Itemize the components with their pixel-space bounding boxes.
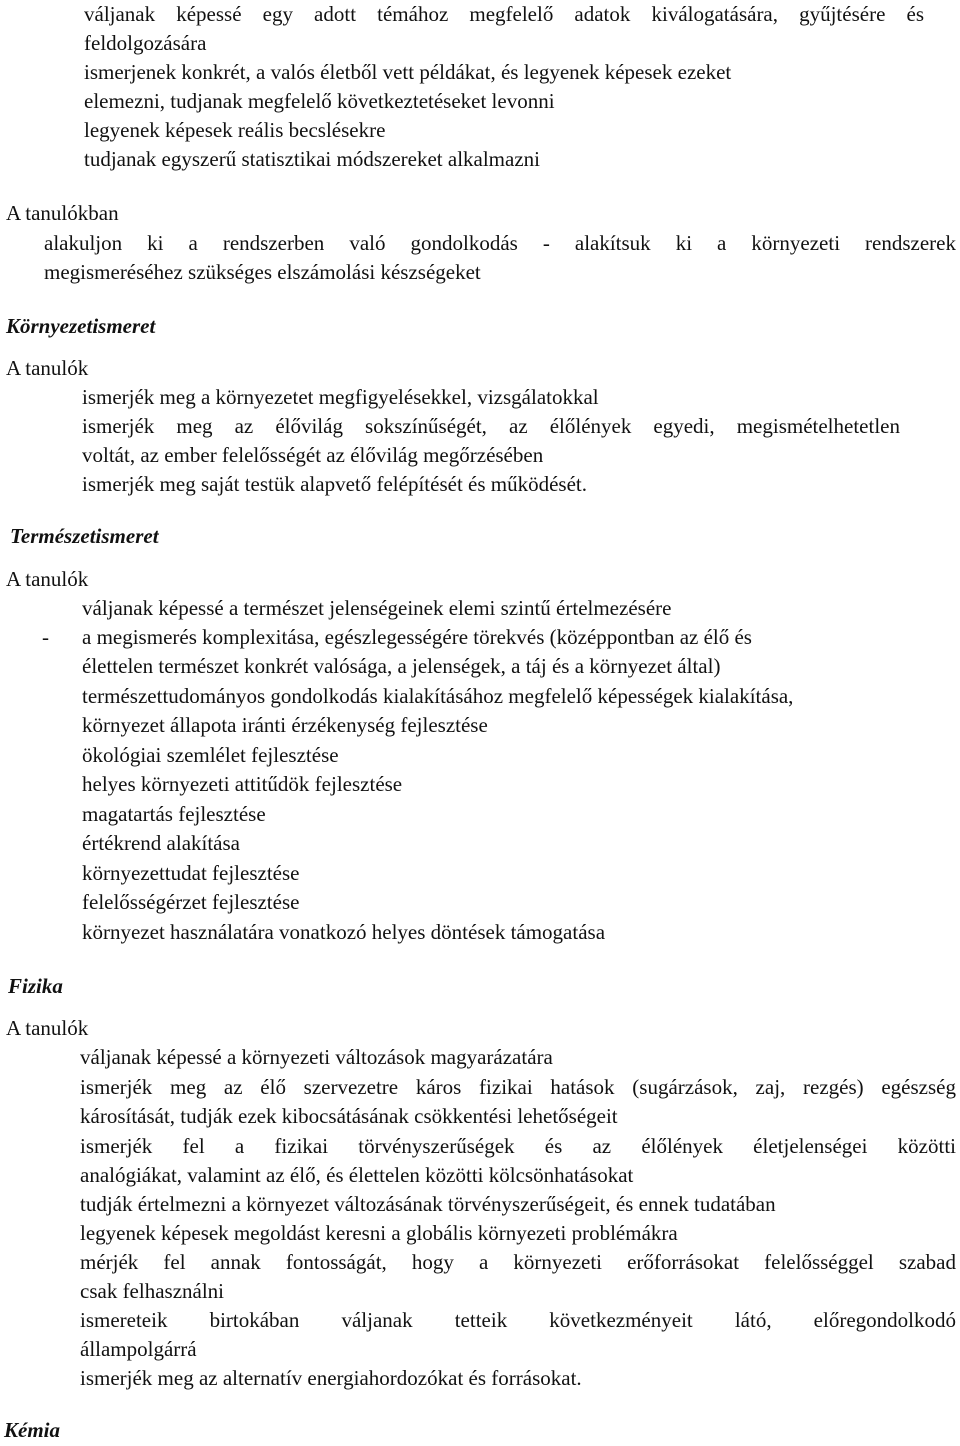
top-list-line-2: feldolgozására: [84, 31, 207, 55]
termeszet-line-2: a megismerés komplexitása, egészlegességére törekvés (középpontban az élő és: [82, 625, 752, 649]
fizika-line-12: ismerjék meg az alternatív energiahordozókat és forrásokat.: [80, 1366, 582, 1390]
fizika-line-9: csak felhasználni: [80, 1279, 225, 1303]
kornyezet-line-1: ismerjék meg a környezetet megfigyelésekkel, vizsgálatokkal: [82, 385, 599, 409]
top-list-line-4: elemezni, tudjanak megfelelő következtetéseket levonni: [84, 89, 555, 113]
fizika-line-5: analógiákat, valamint az élő, és élettelen közötti kölcsönhatásokat: [80, 1163, 634, 1187]
termeszet-line-5: környezet állapota iránti érzékenység fejlesztése: [82, 713, 488, 737]
fizika-line-11: állampolgárrá: [80, 1337, 197, 1361]
top-list-line-6: tudjanak egyszerű statisztikai módszereket alkalmazni: [84, 147, 540, 171]
fizika-line-4: ismerjék fel a fizikai törvényszerűségek és az élőlények életjelenségei közötti: [80, 1134, 956, 1158]
termeszet-line-11: felelősségérzet fejlesztése: [82, 890, 300, 914]
fizika-label: A tanulók: [6, 1016, 89, 1040]
termeszet-line-1: váljanak képessé a természet jelenségeinek elemi szintű értelmezésére: [82, 596, 672, 620]
termeszet-line-3: élettelen természet konkrét valósága, a jelenségek, a táj és a környezet által): [82, 654, 721, 678]
heading-fizika: Fizika: [8, 974, 63, 998]
tanulokban-label: A tanulókban: [6, 201, 119, 225]
fizika-line-10: ismereteik birtokában váljanak tetteik következményeit látó, előregondolkodó: [80, 1308, 956, 1332]
termeszet-line-7: helyes környezeti attitűdök fejlesztése: [82, 772, 403, 796]
heading-kemia: Kémia: [4, 1418, 60, 1442]
termeszet-line-10: környezettudat fejlesztése: [82, 861, 300, 885]
termeszet-line-4: természettudományos gondolkodás kialakításához megfelelő képességek kialakítása,: [82, 684, 794, 708]
termeszet-line-6: ökológiai szemlélet fejlesztése: [82, 743, 339, 767]
kornyezet-line-4: ismerjék meg saját testük alapvető felépítését és működését.: [82, 472, 588, 496]
kornyezet-line-3: voltát, az ember felelősségét az élővilág megőrzésében: [82, 443, 544, 467]
fizika-line-6: tudják értelmezni a környezet változásának törvényszerűségeit, és ennek tudatában: [80, 1192, 776, 1216]
kornyezet-line-2: ismerjék meg az élővilág sokszínűségét, az élőlények egyedi, megismételhetetlen: [82, 414, 900, 438]
fizika-line-3: károsítását, tudják ezek kibocsátásának csökkentési lehetőségeit: [80, 1104, 618, 1128]
termeszet-line-9: értékrend alakítása: [82, 831, 240, 855]
heading-termeszetismeret: Természetismeret: [10, 524, 159, 548]
fizika-line-8: mérjék fel annak fontosságát, hogy a környezeti erőforrásokat felelősséggel szabad: [80, 1250, 956, 1274]
list-dash: -: [42, 625, 49, 649]
fizika-line-2: ismerjék meg az élő szervezetre káros fizikai hatások (sugárzások, zaj, rezgés) egészség: [80, 1075, 956, 1099]
top-list-line-1: váljanak képessé egy adott témához megfelelő adatok kiválogatására, gyűjtésére és: [84, 2, 924, 26]
top-list-line-3: ismerjenek konkrét, a valós életből vett példákat, és legyenek képesek ezeket: [84, 60, 732, 84]
heading-kornyezetismeret: Környezetismeret: [6, 314, 156, 338]
fizika-line-7: legyenek képesek megoldást keresni a globális környezeti problémákra: [80, 1221, 678, 1245]
top-list-line-5: legyenek képesek reális becslésekre: [84, 118, 386, 142]
fizika-line-1: váljanak képessé a környezeti változások magyarázatára: [80, 1045, 553, 1069]
kornyezet-label: A tanulók: [6, 356, 89, 380]
termeszet-line-12: környezet használatára vonatkozó helyes döntések támogatása: [82, 920, 606, 944]
tanulokban-line-2: megismeréséhez szükséges elszámolási készségeket: [44, 260, 481, 284]
termeszet-label: A tanulók: [6, 567, 89, 591]
tanulokban-line-1: alakuljon ki a rendszerben való gondolkodás - alakítsuk ki a környezeti rendszerek: [44, 231, 956, 255]
termeszet-line-8: magatartás fejlesztése: [82, 802, 266, 826]
